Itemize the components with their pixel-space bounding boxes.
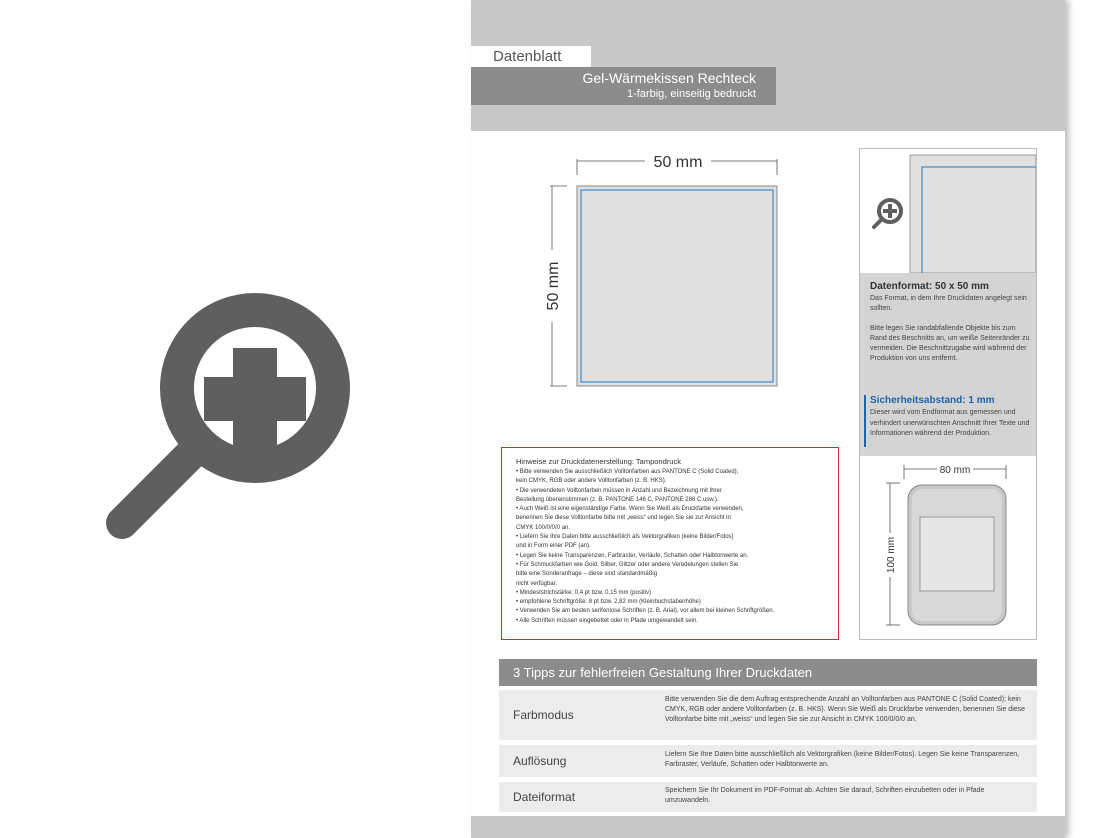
corner-preview <box>860 149 1036 273</box>
hint-item: • Die verwendeten Volltonfarben müssen in Anzahl und Bezeichnung mit Ihrer <box>516 487 722 494</box>
hint-item: benennen Sie diese Volltonfarbe bitte mit „weiss“ und legen Sie sie zur Ansicht in <box>516 515 731 522</box>
tip-text: Bitte verwenden Sie die dem Auftrag entsprechende Anzahl an Volltonfarben aus PANTONE C (Solid Coated); kein CMYK, RGB oder andere Volltonfarben (z. B. HKS). Wenn Sie Weiß als Druckfarbe verwenden, benennen Sie diese Volltonfarbe bitte mit „weiss“ und legen Sie sie zur Ansicht in CMYK 100/0/0/0 an. <box>665 696 1026 723</box>
hint-item: und in Form einer PDF (an). <box>516 543 591 550</box>
tip-label: Farbmodus <box>513 708 574 722</box>
hint-item: • Mindeststrichstärke: 0,4 pt bzw. 0,15 mm (positiv) <box>516 589 652 596</box>
sheet-footer-band <box>471 816 1065 838</box>
width-dimension-label: 50 mm <box>653 154 703 171</box>
safe-area-title: Sicherheitsabstand: 1 mm <box>870 395 995 406</box>
product-title: Gel-Wärmekissen Rechteck <box>582 70 756 86</box>
hint-item: nicht verfügbar. <box>516 580 558 587</box>
zoom-in-icon[interactable] <box>874 200 901 227</box>
hints-list <box>516 468 834 626</box>
tip-row-dateiformat <box>499 782 1037 812</box>
datasheet-page <box>471 0 1065 838</box>
safe-area-marker <box>864 395 866 447</box>
tip-text: Speichern Sie Ihr Dokument im PDF-Format ab. Achten Sie darauf, Schriften einzubetten oder in Pfade umzuwandeln. <box>665 787 985 804</box>
product-subtitle: 1-farbig, einseitig bedruckt <box>626 88 756 100</box>
tip-text: Liefern Sie Ihre Daten bitte ausschließlich als Vektorgrafiken (keine Bilder/Fotos). Legen Sie keine Transparenzen, Farbraster, Verläufe, Schatten oder Halbtonwerte an. <box>665 751 1020 768</box>
zoom-in-icon[interactable] <box>100 288 360 548</box>
datasheet-tag: Datenblatt <box>471 46 591 67</box>
tips-header: 3 Tipps zur fehlerfreien Gestaltung Ihrer Druckdaten <box>499 659 1037 686</box>
print-hints-box <box>501 447 839 640</box>
hint-item: • empfohlene Schriftgröße: 8 pt bzw. 2,82 mm (Kleinbuchstabenhöhe) <box>516 599 701 606</box>
format-info-panel <box>859 148 1037 640</box>
bleed-description: Bitte legen Sie randabfallende Objekte bis zum Rand des Beschnitts an, um weiße Seitenränder zu vermeiden. Die Beschnittzugabe wird während der Produktion von uns entfernt. <box>870 325 1030 362</box>
hint-item: • Bitte verwenden Sie ausschließlich Volltonfarben aus PANTONE C (Solid Coated); <box>516 469 739 475</box>
product-shape-diagram <box>860 457 1036 639</box>
tip-row-farbmodus <box>499 690 1037 740</box>
tip-label: Auflösung <box>513 754 567 768</box>
hint-item: • Verwenden Sie am besten serifenlose Schriften (z. B. Arial), vor allem bei kleinen Schriftgrößen. <box>516 608 775 615</box>
hint-item: CMYK 100/0/0/0 an. <box>516 524 571 531</box>
product-height-label: 100 mm <box>886 536 897 574</box>
format-text <box>870 294 1030 364</box>
height-dimension-label: 50 mm <box>545 261 562 311</box>
hints-title: Hinweise zur Druckdatenerstellung: Tampondruck <box>516 457 681 466</box>
format-title: Datenformat: 50 x 50 mm <box>870 281 989 292</box>
tip-label: Dateiformat <box>513 790 576 804</box>
hint-item: • Auch Weiß ist eine eigenständige Farbe. Wenn Sie Weiß als Druckfarbe verwenden, <box>516 506 744 513</box>
hint-item: • Legen Sie keine Transparenzen, Farbraster, Verläufe, Schatten oder Halbtonwerte an. <box>516 552 749 559</box>
tip-row-aufloesung <box>499 745 1037 777</box>
format-diagram <box>541 150 781 400</box>
hint-item: • Für Schmuckfarben wie Gold, Silber, Glitzer oder andere Veredelungen stellen Sie <box>516 561 739 568</box>
hint-item: bitte eine Sonderanfrage – diese sind standardmäßig <box>516 571 658 578</box>
title-band <box>471 67 776 105</box>
safe-area-text: Dieser wird vom Endformat aus gemessen und verhindert unerwünschten Anschnitt Ihrer Texte und Informationen während der Produktion. <box>870 409 1030 437</box>
hint-item: • Alle Schriften müssen eingebettet oder in Pfade umgewandelt sein. <box>516 617 698 624</box>
hint-item: • Liefern Sie Ihre Daten bitte ausschließlich als Vektorgrafiken (keine Bilder/Fotos) <box>516 534 734 541</box>
product-width-label: 80 mm <box>939 465 971 476</box>
format-description: Das Format, in dem Ihre Druckdaten angelegt sein sollten. <box>870 295 1027 312</box>
hint-item: kein CMYK, RGB oder andere Volltonfarben (z. B. HKS). <box>516 478 667 485</box>
hint-item: Bestellung übereinstimmen (z. B. PANTONE 146 C, PANTONE 286 C usw.). <box>516 496 719 503</box>
